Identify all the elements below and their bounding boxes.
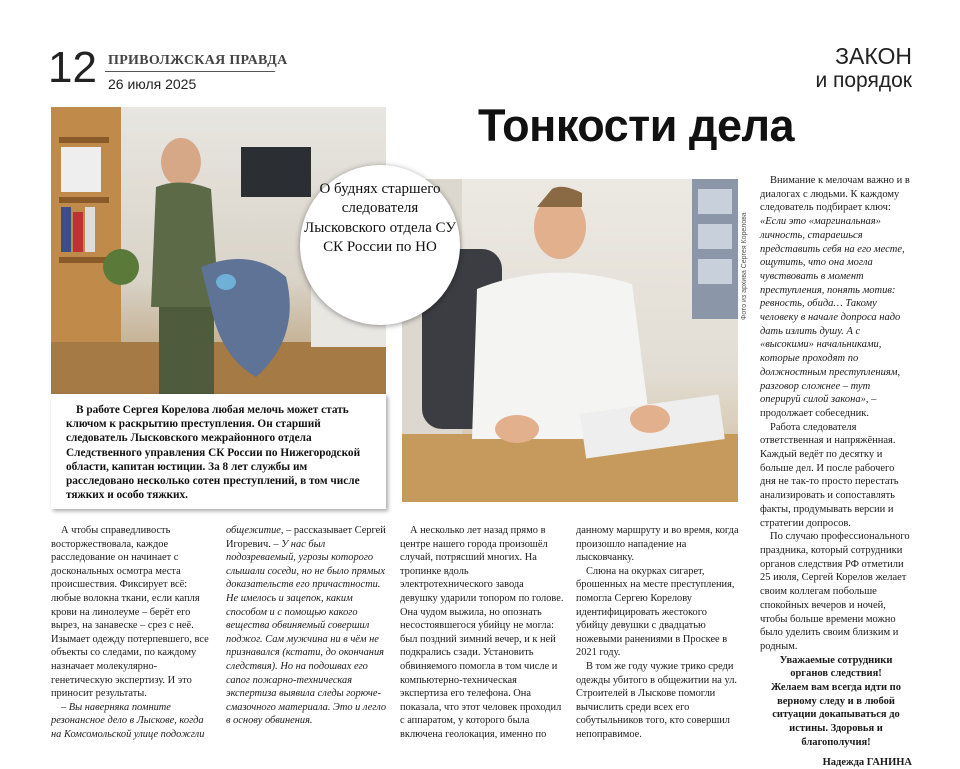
- paragraph: данному маршруту и во время, когда произошло нападение на лысковчанку.: [576, 525, 739, 564]
- text-span: общежитие: [226, 525, 281, 536]
- greeting-heading: Уважаемые сотрудники органов следствия!: [779, 654, 893, 680]
- article-headline: Тонкости дела: [478, 100, 795, 151]
- issue-date: 26 июля 2025: [108, 76, 197, 92]
- paragraph: – Вы наверняка помните резонансное дело в Лыскове, когда на Комсомольской улице подожгли: [51, 701, 205, 740]
- section-subtitle: и порядок: [815, 69, 912, 92]
- paragraph: А несколько лет назад прямо в центре нашего города произошёл случай, потрясший многих. На тропинке вдоль электротехнического завода девушку ударили топором по голове. Она чудом выжила, но опознать несостоявшегося убийцу не могла: был поздний зимний вечер, и к ней подкрались сзади. Установить обвиняемого помогла в том числе и компьютерно-техническая экспертиза его телефона. Она показала, что этот человек проходил с аппаратом, у которого была включена геолокация, именно по: [400, 525, 564, 740]
- text-span: «Если это «маргинальная» личность, стараешься представить себя на его месте, ощутить, что она могла чувствовать в момент преступления, понять мотив: ревность, обида… Такому человеку в начале допроса надо дать излить душу. А с «высокими» начальниками, которые проходят по должностным преступлениям, разговор сложнее – тут оперируй силой закона»: [760, 216, 905, 406]
- pull-quote: О буднях старшего следователя Лысковского отдела СУ СК России по НО: [304, 181, 456, 256]
- photo-credit: Фото из архива Сергея Корелова: [741, 212, 748, 320]
- paragraph: А чтобы справедливость восторжествовала, каждое расследование он начинает с доскональных осмотра места происшествия. Фиксирует всё: любые волокна ткани, если капля крови на линолеуме – берёт его вырез, на занавеске – срез с неё. Изымает одежду потерпевшего, все объекты со следами, по каждому назначает молекулярно-генетическую экспертизу. И это приносит результаты.: [51, 525, 209, 700]
- text-column-1: [51, 524, 215, 742]
- text-column-2: [226, 524, 388, 728]
- paragraph: Работа следователя ответственная и напряжённая. Каждый ведёт по десятку и больше дел. И после рабочего дня не так-то просто перестать анализировать и сопоставлять факты, продумывать версии и стратегии допросов.: [760, 421, 899, 529]
- text-span: , – рассказывает Сергей Игоревич. –: [226, 525, 386, 550]
- text-span: У нас был подозреваемый, угрозы которого слышали соседи, но не было прямых доказательств его причастности. Не имелось и зацепок, каким способом и с помощью какого вещества обвиняемый совершил поджог. Сам мужчина ни в чём не признавался (кстати, до окончания следствия). Но на подошвах его сапог пожарно-техническая экспертиза выявила следы горюче-смазочного материала. Это и легло в основу обвинения.: [226, 538, 387, 727]
- newspaper-name: ПРИВОЛЖСКАЯ ПРАВДА: [108, 53, 288, 68]
- text-column-5: [760, 174, 912, 769]
- page-number: 12: [48, 43, 97, 92]
- text-column-4: [576, 524, 740, 742]
- text-column-3: [400, 524, 564, 742]
- paragraph: По случаю профессионального праздника, который сотрудники органов следствия РФ отметили 25 июля, Сергей Корелов желает своим коллегам побольше спокойных вечеров и ночей, чтобы больше времени можно было уделить своим близким и родным.: [760, 531, 910, 652]
- photo-caption: В работе Сергея Корелова любая мелочь может стать ключом к раскрытию преступления. Он старший следователь Лысковского межрайонного отдела Следственного управления СК России по Нижегородской области, капитан юстиции. За 8 лет службы им расследовано несколько сотен преступлений, в том числе тяжких и особо тяжких.: [66, 404, 361, 502]
- greeting-text: Желаем вам всегда идти по верному следу и в любой ситуации докапываться до истины. Здоровья и благополучия!: [771, 682, 901, 748]
- header-rule: [105, 71, 275, 72]
- text-span: Внимание к мелочам важно и в диалогах с людьми. К каждому следователь подбирает ключ:: [760, 175, 910, 214]
- paragraph: В том же году чужие трико среди одежды убитого в общежитии на ул. Строителей в Лыскове помогли вычислить среди всех его собутыльников того, кто совершил непоправимое.: [576, 660, 738, 740]
- author-signature: Надежда ГАНИНА: [822, 756, 912, 768]
- section-title: ЗАКОН: [835, 43, 912, 69]
- paragraph: Слюна на окурках сигарет, брошенных на месте преступления, помогла Сергею Корелову идентифицировать жестокого убийцу девушки с двадцатью ножевыми ранениями в Проскее в 2021 году.: [576, 565, 735, 659]
- text-span: , – продолжает собеседник.: [760, 394, 877, 419]
- paragraph: [760, 174, 912, 421]
- paragraph: [226, 524, 388, 728]
